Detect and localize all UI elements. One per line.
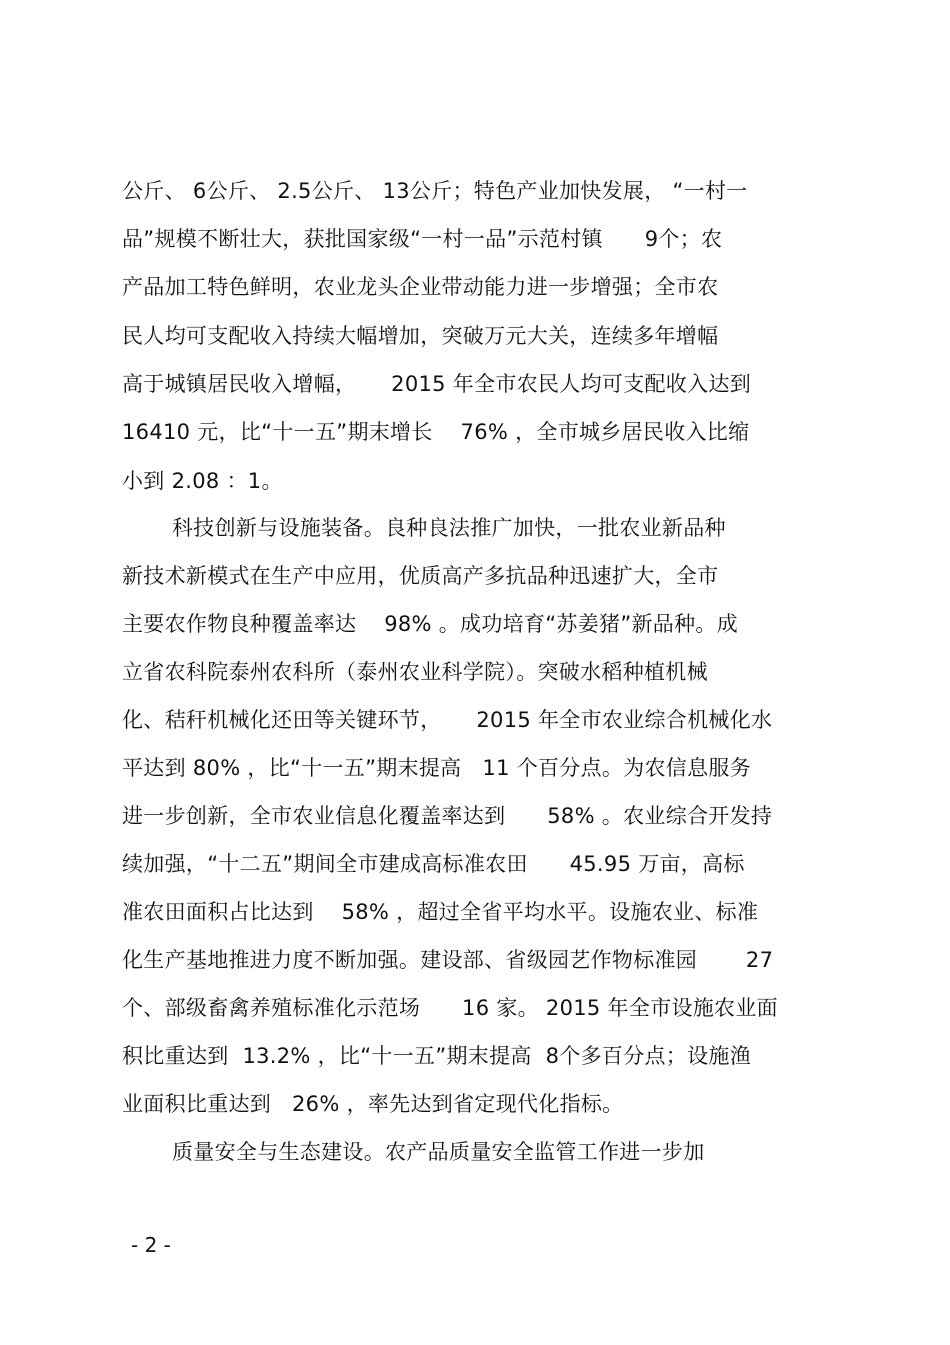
text-line: 业面积比重达到 26% ，率先达到省定现代化指标。 <box>122 1092 624 1116</box>
text-line: 化生产基地推进力度不断加强。建设部、省级园艺作物标准园 27 <box>122 948 774 972</box>
text-line: 立省农科院泰州农科所（泰州农业科学院）。突破水稻种植机械 <box>122 660 708 684</box>
text-line: 准农田面积占比达到 58% ，超过全省平均水平。设施农业、标准 <box>122 900 759 924</box>
page-number: - 2 - <box>131 1233 171 1257</box>
text-line: 品”规模不断壮大，获批国家级“一村一品”示范村镇 9个；农 <box>122 227 723 251</box>
text-line: 进一步创新，全市农业信息化覆盖率达到 58% 。农业综合开发持 <box>122 804 773 828</box>
paragraph-start-line: 科技创新与设施装备。良种良法推广加快，一批农业新品种 <box>172 516 726 540</box>
text-line: 公斤、 6公斤、 2.5公斤、 13公斤；特色产业加快发展， “一村一 <box>122 179 748 203</box>
text-line: 续加强，“十二五”期间全市建成高标准农田 45.95 万亩，高标 <box>122 852 745 876</box>
text-line: 化、秸秆机械化还田等关键环节， 2015 年全市农业综合机械化水 <box>122 708 773 732</box>
text-line: 积比重达到 13.2% ，比“十一五”期末提高 8个多百分点；设施渔 <box>122 1044 752 1068</box>
text-line: 主要农作物良种覆盖率达 98% 。成功培育“苏姜猪”新品种。成 <box>122 612 739 636</box>
text-line: 小到 2.08 ：1。 <box>122 469 283 493</box>
text-line: 平达到 80% ，比“十一五”期末提高 11 个百分点。为农信息服务 <box>122 756 752 780</box>
paragraph-start-line: 质量安全与生态建设。农产品质量安全监管工作进一步加 <box>172 1140 705 1164</box>
text-line: 高于城镇居民收入增幅， 2015 年全市农民人均可支配收入达到 <box>122 372 751 396</box>
text-line: 产品加工特色鲜明，农业龙头企业带动能力进一步增强；全市农 <box>122 275 719 299</box>
text-line: 民人均可支配收入持续大幅增加，突破万元大关，连续多年增幅 <box>122 324 719 348</box>
text-line: 16410 元，比“十一五”期末增长 76% ，全市城乡居民收入比缩 <box>122 420 750 444</box>
text-line: 个、部级畜禽养殖标准化示范场 16 家。 2015 年全市设施农业面 <box>122 996 778 1020</box>
text-line: 新技术新模式在生产中应用，优质高产多抗品种迅速扩大，全市 <box>122 564 719 588</box>
